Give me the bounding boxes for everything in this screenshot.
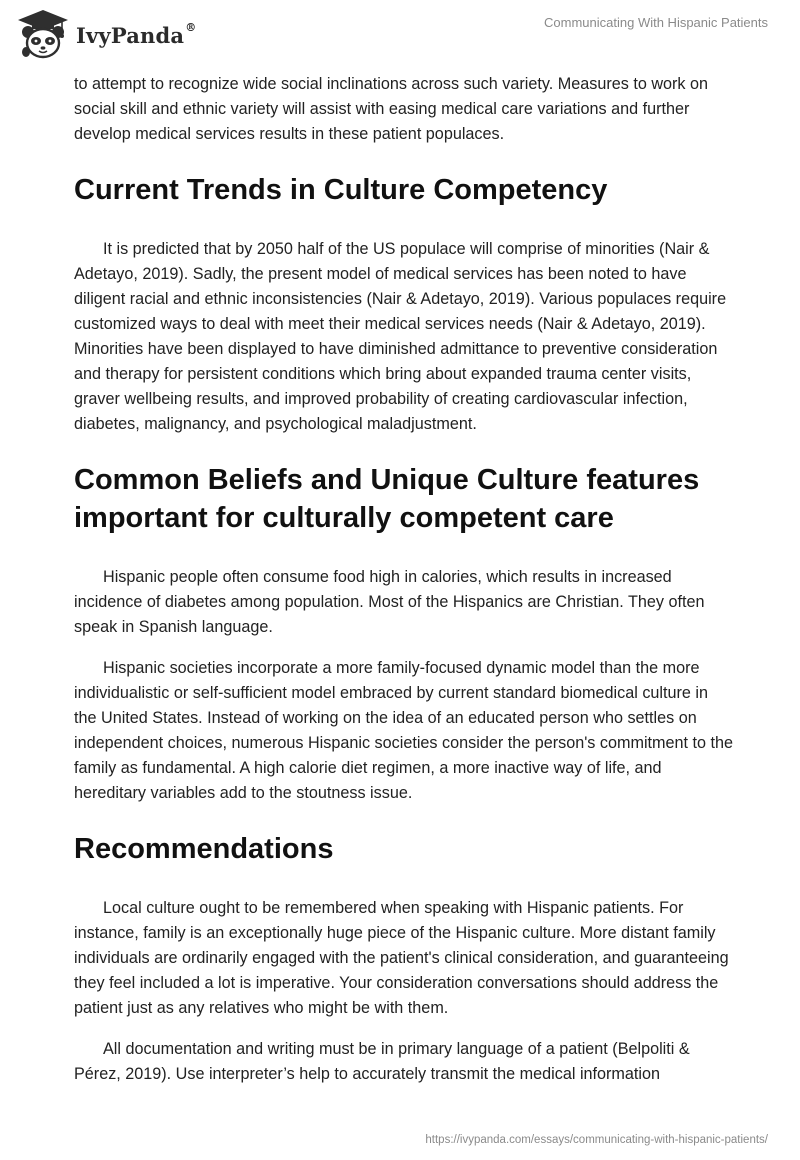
document-title: Communicating With Hispanic Patients [544,15,768,30]
intro-paragraph: to attempt to recognize wide social inclinations across such variety. Measures to work on social skill and ethnic variety will assist with easing medical care variations and further develop medical services results in these patient populaces. [74,75,708,143]
paragraph: All documentation and writing must be in primary language of a patient (Belpoliti & Pérez, 2019). Use interpreter’s help to accurately transmit the medical information [74,1040,690,1083]
panda-graduate-icon [16,8,70,62]
paragraph: It is predicted that by 2050 half of the US populace will comprise of minorities (Nair & Adetayo, 2019). Sadly, the present model of medical services has been noted to have diligent racial and ethnic inconsistencies (Nair & Adetayo, 2019). Various populaces require customized ways to deal with meet their medical services needs (Nair & Adetayo, 2019). Minorities have been displayed to have diminished admittance to preventive consideration and therapy for persistent conditions which bring about expanded trauma center visits, graver wellbeing results, and improved probability of creating cardiovascular infection, diabetes, malignancy, and psychological maladjustment. [74,240,727,433]
page-header [0,0,800,72]
logo-text: IvyPanda® [76,20,197,48]
registered-mark: ® [185,20,197,34]
paragraph: Local culture ought to be remembered when speaking with Hispanic patients. For instance, family is an exceptionally huge piece of the Hispanic culture. More distant family individuals are ordinarily engaged with the patient's clinical consideration, and guaranteeing they feel included a lot is imperative. Your consideration conversations should address the patient just as any relatives who might be with them. [74,899,729,1017]
paragraph: Hispanic societies incorporate a more family-focused dynamic model than the more individualistic or self-sufficient model embraced by current standard biomedical culture in the United States. Instead of working on the idea of an educated person who settles on independent choices, numerous Hispanic societies consider the person's commitment to the family as fundamental. A high calorie diet regimen, a more inactive way of life, and hereditary variables add to the stoutness issue. [74,659,734,802]
source-url-link[interactable]: https://ivypanda.com/essays/communicating-with-hispanic-patients/ [425,1134,768,1146]
section-heading-recommendations: Recommendations [74,833,334,865]
logo[interactable] [16,8,196,62]
section-heading-current-trends: Current Trends in Culture Competency [74,174,608,206]
essay-body [74,72,734,1103]
section-heading-common-beliefs: Common Beliefs and Unique Culture features important for culturally competent care [74,464,700,534]
paragraph: Hispanic people often consume food high in calories, which results in increased incidence of diabetes among population. Most of the Hispanics are Christian. They often speak in Spanish language. [74,568,705,636]
